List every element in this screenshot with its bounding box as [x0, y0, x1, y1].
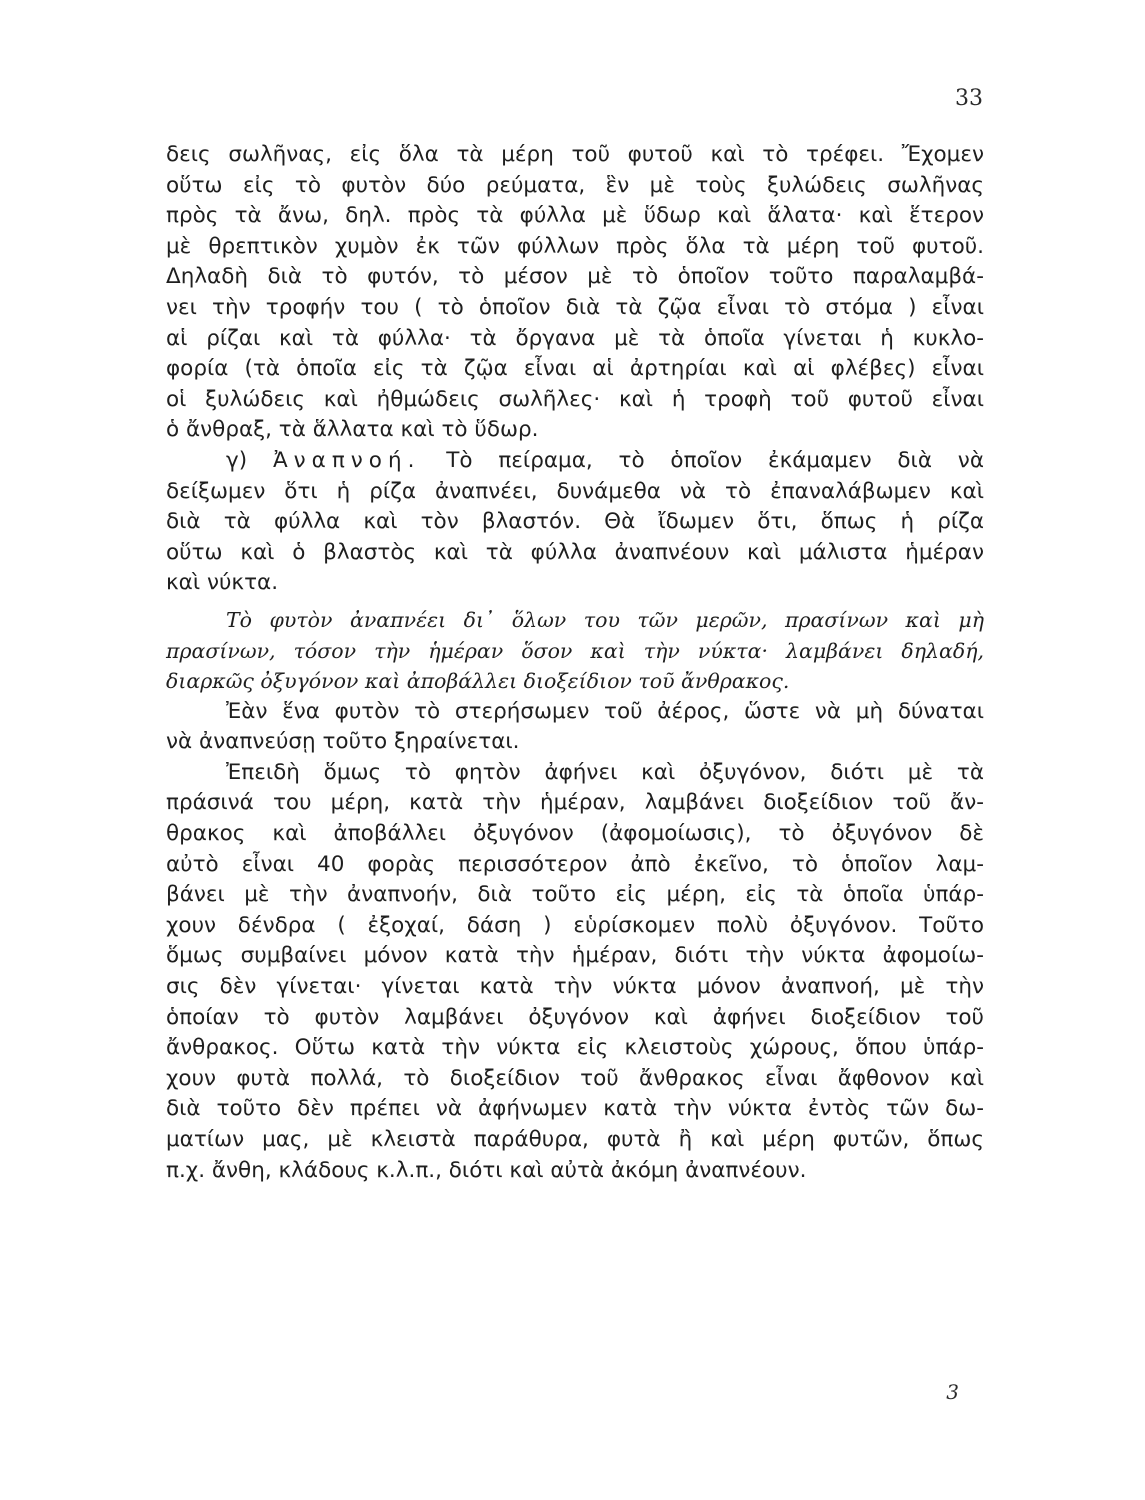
- text-line: χουν φυτὰ πολλά, τὸ διοξείδιον τοῦ ἄνθρακος εἶναι ἄφθονον καὶ: [166, 1065, 984, 1091]
- page-number: 33: [955, 86, 983, 111]
- text-line: νὰ ἀναπνεύσῃ τοῦτο ξηραίνεται.: [166, 729, 520, 755]
- paragraph-1: [166, 140, 984, 446]
- text-line: αὐτὸ εἶναι 40 φορὰς περισσότερον ἀπὸ ἐκεῖνο, τὸ ὁποῖον λαμ-: [166, 851, 984, 877]
- text-line: ὁ ἄνθραξ, τὰ ἅλλατα καὶ τὸ ὕδωρ.: [166, 417, 539, 443]
- paragraph-2: [166, 446, 984, 599]
- text-line: διαρκῶς ὀξυγόνον καὶ ἀποβάλλει διοξείδιον τοῦ ἄνθρακος.: [166, 669, 790, 694]
- text-line: ὁποίαν τὸ φυτὸν λαμβάνει ὀξυγόνον καὶ ἀφήνει διοξείδιον τοῦ: [166, 1004, 984, 1030]
- paragraph-5: [166, 758, 984, 1186]
- text-line: χουν δένδρα ( ἐξοχαί, δάση ) εὑρίσκομεν πολὺ ὀξυγόνον. Τοῦτο: [166, 912, 984, 938]
- text-line: οὕτω εἰς τὸ φυτὸν δύο ρεύματα, ἓν μὲ τοὺς ξυλώδεις σωλῆνας: [166, 172, 984, 198]
- text-line: μὲ θρεπτικὸν χυμὸν ἐκ τῶν φύλλων πρὸς ὅλα τὰ μέρη τοῦ φυτοῦ.: [166, 233, 984, 259]
- text-line: διὰ τὰ φύλλα καὶ τὸν βλαστόν. Θὰ ἴδωμεν ὅτι, ὅπως ἡ ρίζα: [166, 509, 984, 535]
- paragraph-3-italic: [166, 605, 984, 697]
- text-line: ὅμως συμβαίνει μόνον κατὰ τὴν ἡμέραν, διότι τὴν νύκτα ἀφομοίω-: [166, 943, 984, 969]
- section-heading: Ἀναπνοή.: [272, 447, 421, 473]
- text-line: δεις σωλῆνας, εἰς ὅλα τὰ μέρη τοῦ φυτοῦ καὶ τὸ τρέφει. Ἔχομεν: [166, 142, 984, 167]
- text-line: Ἐὰν ἕνα φυτὸν τὸ στερήσωμεν τοῦ ἀέρος, ὥστε νὰ μὴ δύναται: [226, 698, 984, 724]
- text-line: ματίων μας, μὲ κλειστὰ παράθυρα, φυτὰ ἢ καὶ μέρη φυτῶν, ὅπως: [166, 1127, 984, 1152]
- text-line: νει τὴν τροφήν του ( τὸ ὁποῖον διὰ τὰ ζῷα εἶναι τὸ στόμα ) εἶναι: [166, 294, 984, 320]
- text-line: Τὸ πείραμα, τὸ ὁποῖον ἐκάμαμεν διὰ νὰ: [446, 447, 984, 473]
- text-line: πρὸς τὰ ἄνω, δηλ. πρὸς τὰ φύλλα μὲ ὕδωρ καὶ ἅλατα· καὶ ἕτερον: [166, 203, 984, 229]
- section-heading-line: [166, 446, 984, 477]
- text-line: καὶ νύκτα.: [166, 570, 279, 596]
- text-line: ἄνθρακος. Οὕτω κατὰ τὴν νύκτα εἰς κλειστοὺς χώρους, ὅπου ὑπάρ-: [166, 1035, 984, 1061]
- text-line: οὕτω καὶ ὁ βλαστὸς καὶ τὰ φύλλα ἀναπνέουν καὶ μάλιστα ἡμέραν: [166, 539, 984, 565]
- text-line: πράσινά του μέρη, κατὰ τὴν ἡμέραν, λαμβάνει διοξείδιον τοῦ ἄν-: [166, 790, 984, 816]
- text-line: φορία (τὰ ὁποῖα εἰς τὰ ζῷα εἶναι αἱ ἀρτηρίαι καὶ αἱ φλέβες) εἶναι: [166, 356, 984, 382]
- text-line: βάνει μὲ τὴν ἀναπνοήν, διὰ τοῦτο εἰς μέρη, εἰς τὰ ὁποῖα ὑπάρ-: [166, 882, 984, 908]
- text-line: θρακος καὶ ἀποβάλλει ὀξυγόνον (ἀφομοίωσις), τὸ ὀξυγόνον δὲ: [166, 821, 984, 847]
- text-line: π.χ. ἄνθη, κλάδους κ.λ.π., διότι καὶ αὐτὰ ἀκόμη ἀναπνέουν.: [166, 1157, 807, 1183]
- signature-mark: 3: [946, 1380, 959, 1404]
- text-line: Ἐπειδὴ ὅμως τὸ φητὸν ἀφήνει καὶ ὀξυγόνον, διότι μὲ τὰ: [226, 759, 984, 785]
- text-line: πρασίνων, τόσον τὴν ἡμέραν ὅσον καὶ τὴν νύκτα· λαμβάνει δηλαδή,: [166, 638, 984, 663]
- section-label: γ): [226, 447, 248, 473]
- text-line: διὰ τοῦτο δὲν πρέπει νὰ ἀφήνωμεν κατὰ τὴν νύκτα ἐντὸς τῶν δω-: [166, 1096, 984, 1122]
- paragraph-4: [166, 697, 984, 758]
- text-line: Δηλαδὴ διὰ τὸ φυτόν, τὸ μέσον μὲ τὸ ὁποῖον τοῦτο παραλαμβά-: [166, 264, 984, 290]
- text-line: σις δὲν γίνεται· γίνεται κατὰ τὴν νύκτα μόνον ἀναπνοή, μὲ τὴν: [166, 974, 984, 1000]
- text-line: δείξωμεν ὅτι ἡ ρίζα ἀναπνέει, δυνάμεθα νὰ τὸ ἐπαναλάβωμεν καὶ: [166, 478, 984, 504]
- text-line: Τὸ φυτὸν ἀναπνέει δι᾽ ὅλων του τῶν μερῶν, πρασίνων καὶ μὴ: [226, 607, 984, 632]
- body-text: [166, 140, 984, 1186]
- text-line: αἱ ρίζαι καὶ τὰ φύλλα· τὰ ὄργανα μὲ τὰ ὁποῖα γίνεται ἡ κυκλο-: [166, 325, 984, 351]
- text-line: οἱ ξυλώδεις καὶ ἠθμώδεις σωλῆλες· καὶ ἡ τροφὴ τοῦ φυτοῦ εἶναι: [166, 386, 984, 412]
